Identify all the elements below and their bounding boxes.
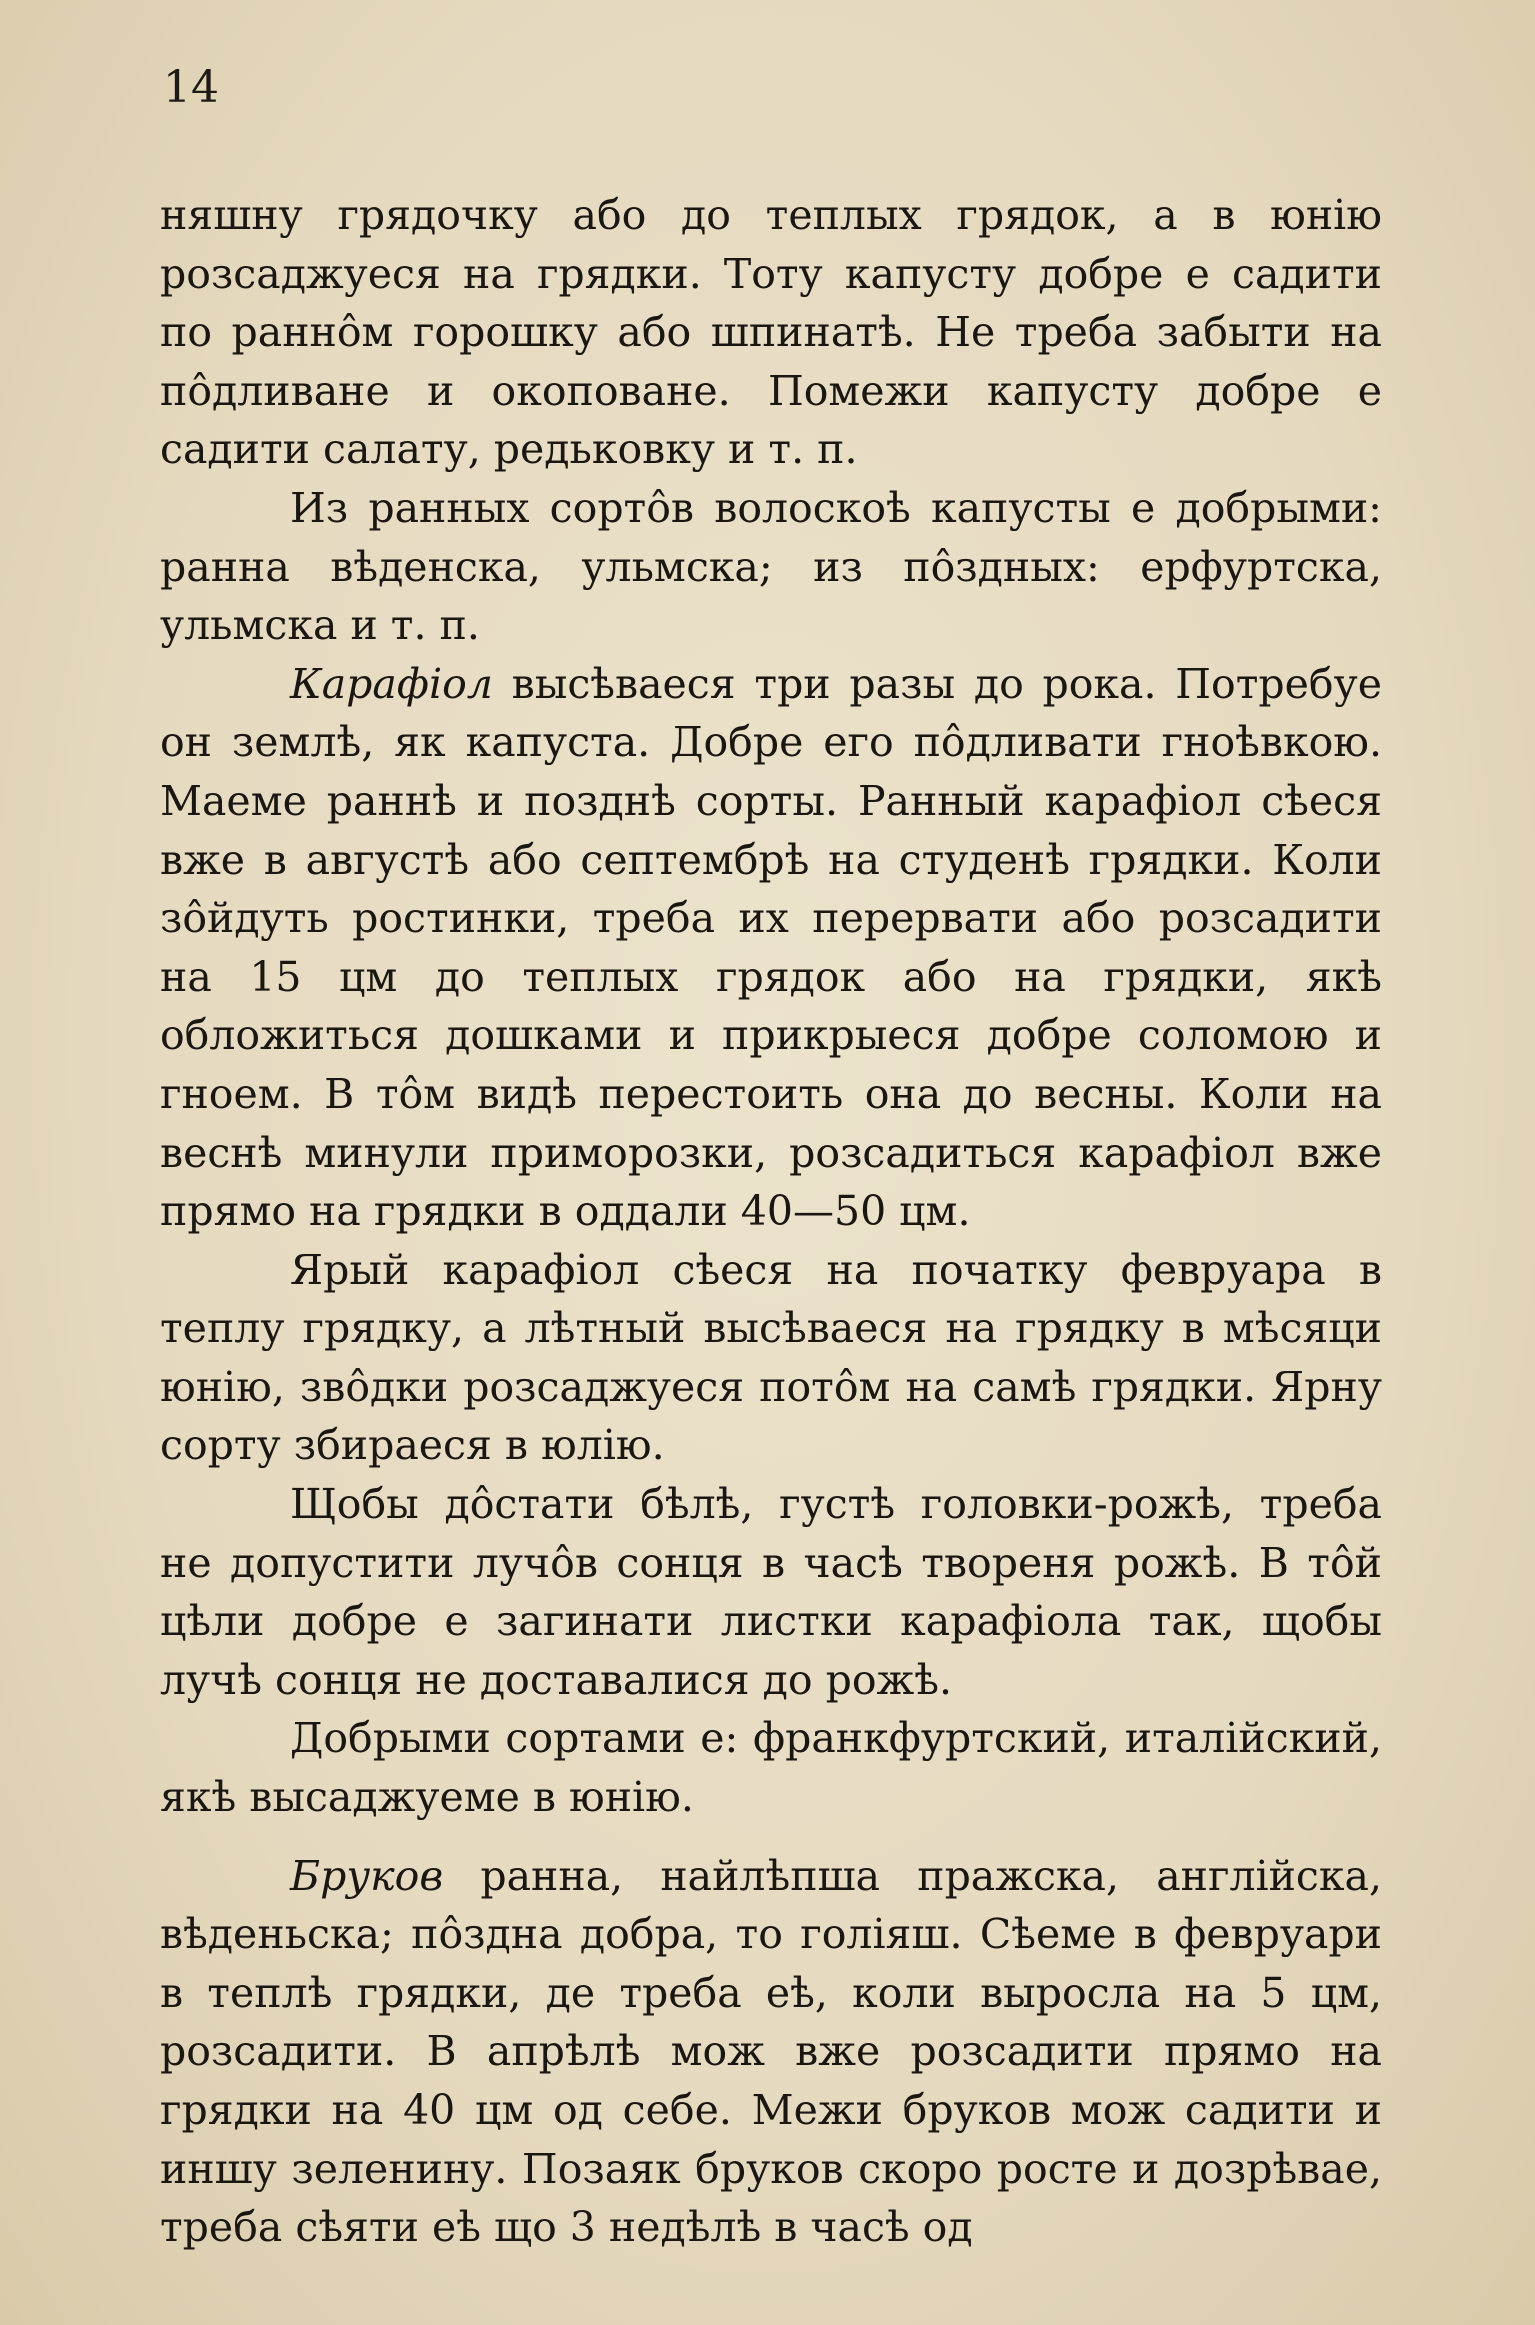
paragraph-spring-cauliflower <box>160 1241 1382 1475</box>
page-number: 14 <box>163 62 219 113</box>
paragraph-cauliflower-varieties <box>160 1709 1382 1826</box>
paragraph-white-heads <box>160 1475 1382 1709</box>
paragraph-text: Из ранных сортôв волоскоѣ капусты е добрыми: ранна вѣденска, ульмска; из пôздных: ерфуртска, ульмска и т. п. <box>160 483 1382 650</box>
paragraph-cabbage-planting <box>160 186 1382 479</box>
paragraph-text: Ярый карафіол сѣеся на початку февруара в теплу грядку, а лѣтный высѣваеся на грядку в мѣсяци юнію, звôдки розсаджуеся потôм на самѣ грядки. Ярну сорту збираеся в юлію. <box>160 1245 1382 1470</box>
term-kohlrabi: Бруков <box>290 1851 444 1900</box>
paragraph-kohlrabi <box>160 1847 1382 2257</box>
paragraph-cabbage-varieties <box>160 479 1382 655</box>
paragraph-text: ранна, найлѣпша пражска, англійска, вѣденьска; пôздна добра, то голіяш. Сѣеме в февруари в теплѣ грядки, де треба еѣ, коли выросла на 5 цм, розсадити. В апрѣлѣ мож вже розсадити прямо на грядки на 40 цм од себе. Межи бруков мож садити и иншу зеленину. Позаяк бруков скоро росте и дозрѣвае, треба сѣяти еѣ що 3 недѣлѣ в часѣ од <box>160 1851 1382 2252</box>
term-cauliflower: Карафіол <box>290 659 493 708</box>
paragraph-text: Добрыми сортами е: франкфуртский, италійский, якѣ высаджуеме в юнію. <box>160 1714 1382 1822</box>
paragraph-cauliflower <box>160 655 1382 1241</box>
paragraph-text: высѣваеся три разы до рока. Потребуе он землѣ, як капуста. Добре его пôдливати гноѣвкою. Маеме раннѣ и позднѣ сорты. Ранный карафіол сѣеся вже в августѣ або септембрѣ на студенѣ грядки. Коли зôйдуть ростинки, треба их перервати або розсадити на 15 цм до теплых грядок або на грядки, якѣ обложиться дошками и прикрыеся добре соломою и гноем. В тôм видѣ перестоить она до весны. Коли на веснѣ минули приморозки, розсадиться карафіол вже прямо на грядки в оддали 40—50 цм. <box>160 659 1382 1236</box>
paragraph-text: Щобы дôстати бѣлѣ, густѣ головки-рожѣ, треба не допустити лучôв сонця в часѣ твореня рожѣ. В тôй цѣли добре е загинати листки карафіола так, щобы лучѣ сонця не доставалися до рожѣ. <box>160 1480 1382 1704</box>
paragraph-text: няшну грядочку або до теплых грядок, а в юнію розсаджуеся на грядки. Тоту капусту добре е садити по раннôм горошку або шпинатѣ. Не треба забыти на пôдливане и окоповане. Помежи капусту добре е садити салату, редьковку и т. п. <box>160 191 1382 474</box>
body-text <box>160 186 1382 2257</box>
